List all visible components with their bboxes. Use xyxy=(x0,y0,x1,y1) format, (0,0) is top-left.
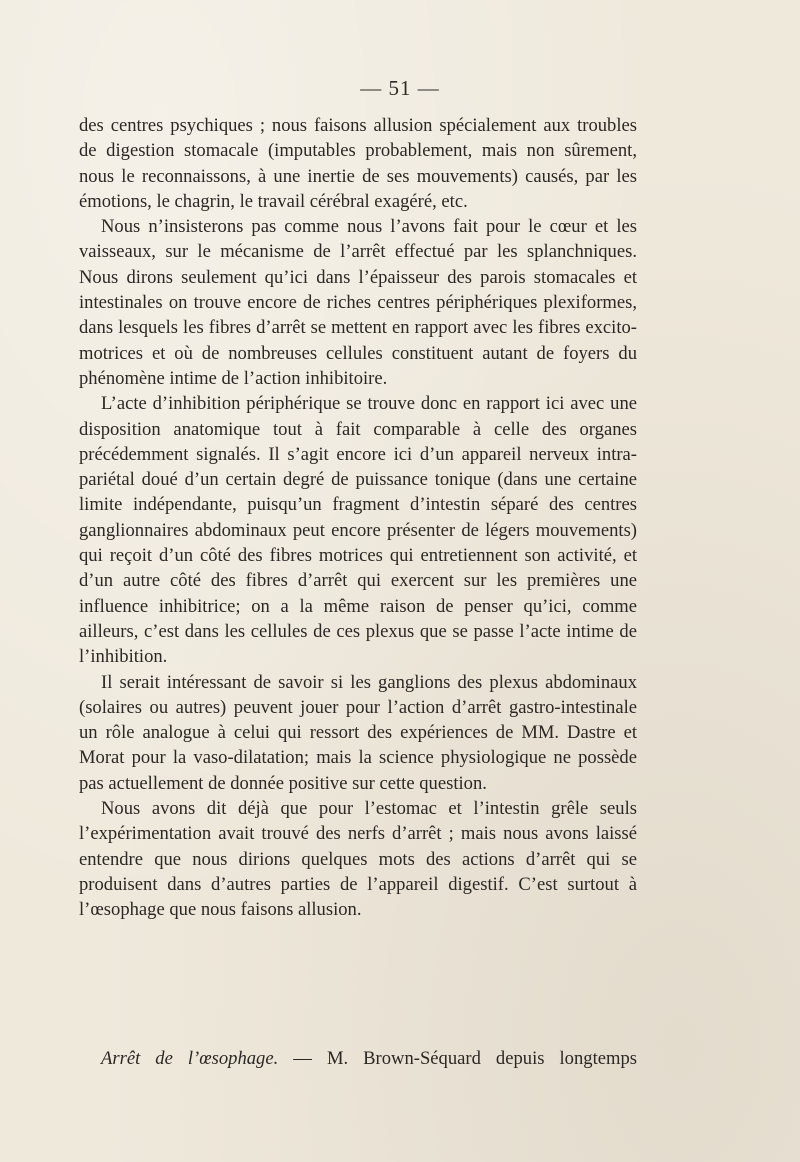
paragraph-5: Nous avons dit déjà que pour l’estomac et l’intestin grêle seuls l’expérimentation avait trouvé des nerfs d’arrêt ; mais nous avons laissé entendre que nous dirions quelques mots des actions d’arrêt qui se produisent dans d’autres parties de l’appareil digestif. C’est surtout à l’œsophage que nous faisons allusion. xyxy=(79,798,637,921)
subheading-text: — M. Brown-Séquard depuis longtemps xyxy=(278,1048,637,1069)
body-text xyxy=(79,113,637,923)
paragraph-1: des centres psychiques ; nous faisons allusion spécialement aux troubles de digestion stomacale (imputables probablement, mais non sûrement, nous le reconnaissons, à une inertie de ses mouvements) causés, par les émotions, le chagrin, le travail cérébral exagéré, etc. xyxy=(79,115,637,212)
subheading-title: Arrêt de l’œsophage. xyxy=(101,1048,279,1069)
paragraph-2: Nous n’insisterons pas comme nous l’avons fait pour le cœur et les vaisseaux, sur le mécanisme de l’arrêt effectué par les splanchniques. Nous dirons seulement qu’ici dans l’épaisseur des parois stomacales et intestinales on trouve encore de riches centres périphériques plexiformes, dans lesquels les fibres d’arrêt se mettent en rapport avec les fibres excito-motrices et où de nombreuses cellules constituent autant de foyers du phénomène intime de l’action inhibitoire. xyxy=(79,216,637,389)
paragraph-3: L’acte d’inhibition périphérique se trouve donc en rapport ici avec une disposition anatomique tout à fait comparable à celle des organes précédemment signalés. Il s’agit encore ici d’un appareil nerveux intra-pariétal doué d’un certain degré de puissance tonique (dans une certaine limite indépendante, puisqu’un fragment d’intestin séparé des centres ganglionnaires abdominaux peut encore présenter de légers mouvements) qui reçoit d’un côté des fibres motrices qui entretiennent son activité, et d’un autre côté des fibres d’arrêt qui exercent sur les premières une influence inhibitrice; on a la même raison de penser qu’ici, comme ailleurs, c’est dans les cellules de ces plexus que se passe l’acte intime de l’inhibition. xyxy=(79,393,637,668)
paragraph-4: Il serait intéressant de savoir si les ganglions des plexus abdominaux (solaires ou autres) peuvent jouer pour l’action d’arrêt gastro-intestinale un rôle analogue à celui qui ressort des expériences de MM. Dastre et Morat pour la vaso-dilatation; mais la science physiologique ne possède pas actuellement de donnée positive sur cette question. xyxy=(79,671,637,794)
page-number: — 51 — xyxy=(360,76,440,100)
section-subheading xyxy=(79,1046,637,1071)
